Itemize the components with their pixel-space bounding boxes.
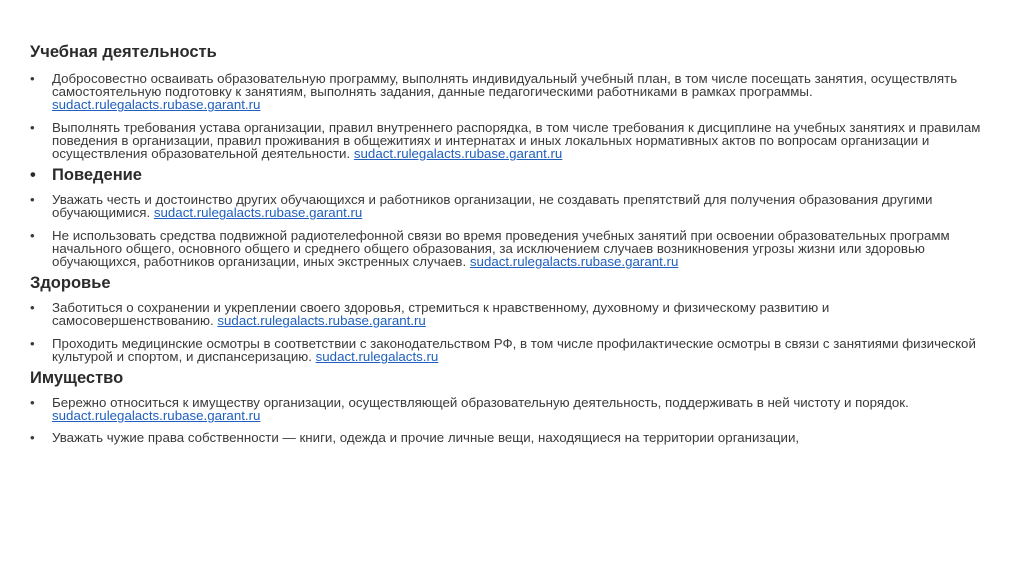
section-heading-health: Здоровье (30, 274, 111, 293)
list-item (30, 193, 990, 219)
bullet-icon: • (30, 335, 35, 351)
bullet-icon: • (30, 430, 35, 446)
bullet-icon: • (30, 300, 35, 316)
list-item (30, 337, 990, 363)
section-heading-text: Поведение (52, 166, 142, 185)
slide-content (30, 42, 990, 445)
bullet-icon: • (30, 192, 35, 208)
item-text: Выполнять требования устава организации, правил внутреннего распорядка, в том числе требования к дисциплине на учебных занятиях и правилам поведения в организации, правил проживания в общежитиях и интернатах и иных локальных нормативных актов по вопросам организации и осуществления образовательной деятельности. (52, 119, 981, 162)
source-link[interactable]: sudact.rulegalacts.rubase.garant.ru (52, 408, 261, 424)
source-link[interactable]: sudact.rulegalacts.ru (315, 348, 439, 364)
section-heading-property: Имущество (30, 369, 124, 388)
item-text: Не использовать средства подвижной радиотелефонной связи во время проведения учебных занятий при освоении образовательных программ начального общего, основного общего и среднего общего образования, за исключением случаев возникновения угрозы жизни или здоровью обучающихся, работников организации, иных экстренных случаев. (52, 227, 950, 270)
section-heading-study: Учебная деятельность (30, 43, 217, 61)
bullet-icon: • (30, 119, 35, 135)
list-item (30, 229, 990, 269)
item-text: Добросовестно осваивать образовательную программу, выполнять индивидуальный учебный план, в том числе посещать занятия, осуществлять самостоятельную подготовку к занятиям, выполнять задания, данные педагогическими работниками в рамках программы. (52, 71, 958, 100)
bullet-icon: • (30, 71, 35, 86)
source-link[interactable]: sudact.rulegalacts.rubase.garant.ru (153, 205, 363, 221)
bullet-icon: • (30, 166, 36, 185)
source-link[interactable]: sudact.rulegalacts.rubase.garant.ru (469, 254, 679, 270)
list-item (30, 121, 990, 161)
item-text: Уважать честь и достоинство других обучающихся и работников организации, не создавать препятствий для получения образования другими обучающимися. (52, 192, 933, 221)
bullet-icon: • (30, 227, 35, 243)
item-text: Уважать чужие права собственности — книги, одежда и прочие личные вещи, находящиеся на территории организации, (52, 430, 800, 446)
source-link[interactable]: sudact.rulegalacts.rubase.garant.ru (353, 146, 563, 162)
item-text: Проходить медицинские осмотры в соответствии с законодательством РФ, в том числе профилактические осмотры в связи с занятиями физической культурой и спортом, и диспансеризацию. (52, 335, 976, 364)
source-link[interactable]: sudact.rulegalacts.rubase.garant.ru (217, 313, 426, 329)
list-item (30, 431, 990, 444)
list-item (30, 72, 990, 112)
list-item (30, 396, 990, 422)
list-item (30, 301, 990, 327)
item-text: Бережно относиться к имуществу организации, осуществляющей образовательную деятельность, поддерживать в ней чистоту и порядок. (52, 395, 909, 411)
bullet-icon: • (30, 395, 35, 411)
source-link[interactable]: sudact.rulegalacts.rubase.garant.ru (52, 97, 261, 113)
section-heading-behavior (30, 165, 990, 185)
item-text: Заботиться о сохранении и укреплении своего здоровья, стремиться к нравственному, духовному и физическому развитию и самосовершенствованию. (52, 300, 830, 329)
